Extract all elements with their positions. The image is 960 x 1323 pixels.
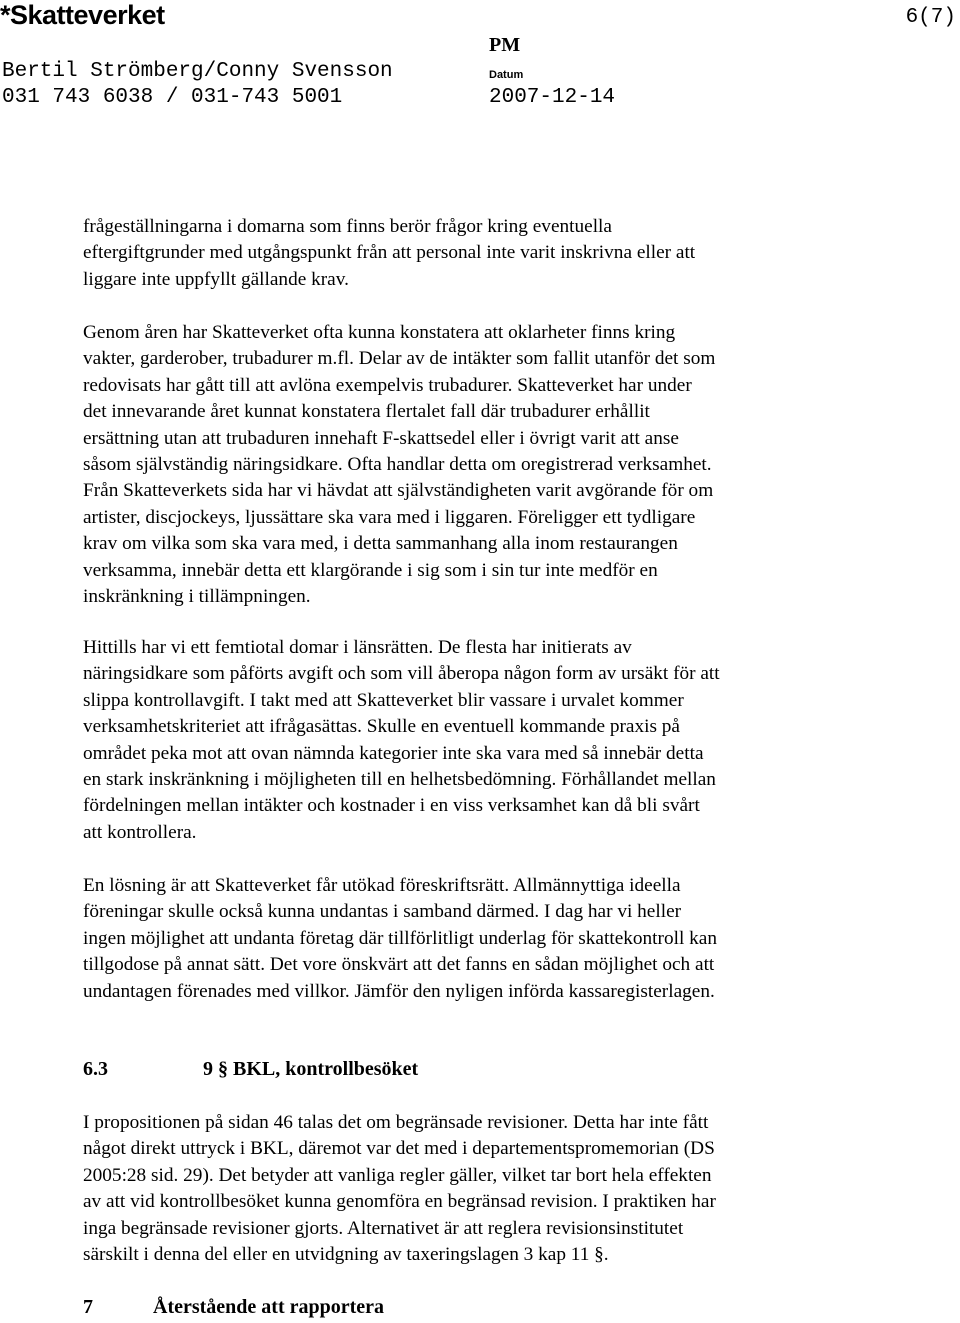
text-line: frågeställningarna i domarna som finns berör frågor kring eventuella bbox=[83, 216, 612, 237]
document-date: 2007-12-14 bbox=[489, 86, 616, 109]
text-line: området peka mot att ovan nämnda kategorier inte ska vara med så innebär detta bbox=[83, 742, 704, 764]
text-line: verksamhetskriteriet att ifrågasättas. Skulle en eventuell kommande praxis på bbox=[83, 716, 680, 738]
section-7-number: 7 bbox=[83, 1296, 93, 1318]
text-line: I propositionen på sidan 46 talas det om begränsade revisioner. Detta har inte fått bbox=[83, 1112, 709, 1133]
paragraph-4 bbox=[83, 873, 883, 1005]
text-line: något direkt uttryck i BKL, däremot var det med i departementspromemorian (DS bbox=[83, 1138, 715, 1160]
text-line: Genom åren har Skatteverket ofta kunna konstatera att oklarheter finns kring bbox=[83, 322, 676, 343]
text-line: En lösning är att Skatteverket får utökad föreskriftsrätt. Allmännyttiga ideella bbox=[83, 875, 681, 896]
text-line: verksamma, innebär detta ett klargörande i sig som i sin tur inte medför en bbox=[83, 559, 658, 581]
text-line: inskränkning i tillämpningen. bbox=[83, 585, 311, 607]
text-line: artister, discjockeys, ljussättare ska vara med i liggaren. Föreligger ett tydligare bbox=[83, 506, 696, 528]
document-type: PM bbox=[489, 34, 521, 56]
text-line: av att vid kontrollbesöket kunna genomföra en begränsad revision. I praktiken har bbox=[83, 1191, 716, 1213]
author-names: Bertil Strömberg/Conny Svensson bbox=[2, 60, 393, 83]
date-label: Datum bbox=[489, 69, 524, 81]
text-line: särskilt i denna del eller en utvidgning av taxeringslagen 3 kap 11 §. bbox=[83, 1243, 609, 1265]
section-6-3-title: 9 § BKL, kontrollbesöket bbox=[203, 1058, 419, 1080]
text-line: Hittills har vi ett femtiotal domar i länsrätten. De flesta har initierats av bbox=[83, 637, 632, 658]
text-line: eftergiftgrunder med utgångspunkt från att personal inte varit inskrivna eller att bbox=[83, 242, 696, 264]
text-line: ingen möjlighet att undanta företag där tillförlitligt underlag för skattekontroll kan bbox=[83, 927, 717, 949]
text-line: liggare inte uppfyllt gällande krav. bbox=[83, 268, 349, 290]
section-6-3-number: 6.3 bbox=[83, 1058, 108, 1080]
text-line: näringsidkare som påförts avgift och som vill åberopa någon form av ursäkt för att bbox=[83, 663, 720, 685]
text-line: redovisats har gått till att avlöna exempelvis trubadurer. Skatteverket har under bbox=[83, 374, 692, 396]
paragraph-2 bbox=[83, 320, 883, 610]
text-line: slippa kontrollavgift. I takt med att Skatteverket blir vassare i urvalet kommer bbox=[83, 689, 684, 711]
text-line: det innevarande året kunnat konstatera flertalet fall där trubadurer erhållit bbox=[83, 401, 650, 423]
text-line: såsom självständig näringsidkare. Ofta handlar detta om oregistrerad verksamhet. bbox=[83, 453, 712, 475]
paragraph-3 bbox=[83, 635, 883, 846]
text-line: fördelningen mellan intäkter och kostnader i en viss verksamhet kan då bli svårt bbox=[83, 795, 700, 817]
text-line: inga begränsade revisioner gjorts. Alternativet är att reglera revisionsinstitutet bbox=[83, 1217, 684, 1239]
page-number: 6(7) bbox=[905, 6, 956, 29]
paragraph-1 bbox=[83, 214, 883, 293]
text-line: Från Skatteverkets sida har vi hävdat att självständigheten varit avgörande för om bbox=[83, 480, 714, 502]
text-line: undantagen förenades med villkor. Jämför den nyligen införda kassaregisterlagen. bbox=[83, 980, 715, 1002]
text-line: föreningar skulle också kunna undantas i samband därmed. I dag har vi heller bbox=[83, 901, 682, 923]
text-line: ersättning utan att trubaduren innehaft F-skattsedel eller i övrigt varit att anse bbox=[83, 427, 679, 449]
text-line: en stark inskränkning i möjligheten till en helhetsbedömning. Förhållandet mellan bbox=[83, 768, 716, 790]
skatteverket-logo: *Skatteverket bbox=[0, 0, 165, 30]
text-line: 2005:28 sid. 29). Det betyder att vanliga regler gäller, vilket tar bort hela effekten bbox=[83, 1164, 712, 1186]
author-phones: 031 743 6038 / 031-743 5001 bbox=[2, 86, 343, 109]
section-6-3-paragraph bbox=[83, 1110, 883, 1268]
text-line: att kontrollera. bbox=[83, 821, 197, 843]
section-7-title: Återstående att rapportera bbox=[153, 1296, 385, 1318]
text-line: tillgodose på annat sätt. Det vore önskvärt att det fanns en sådan möjlighet och att bbox=[83, 954, 715, 976]
text-line: vakter, garderober, trubadurer m.fl. Delar av de intäkter som fallit utanför det som bbox=[83, 348, 716, 370]
text-line: krav om vilka som ska vara med, i detta sammanhang alla inom restaurangen bbox=[83, 533, 678, 555]
